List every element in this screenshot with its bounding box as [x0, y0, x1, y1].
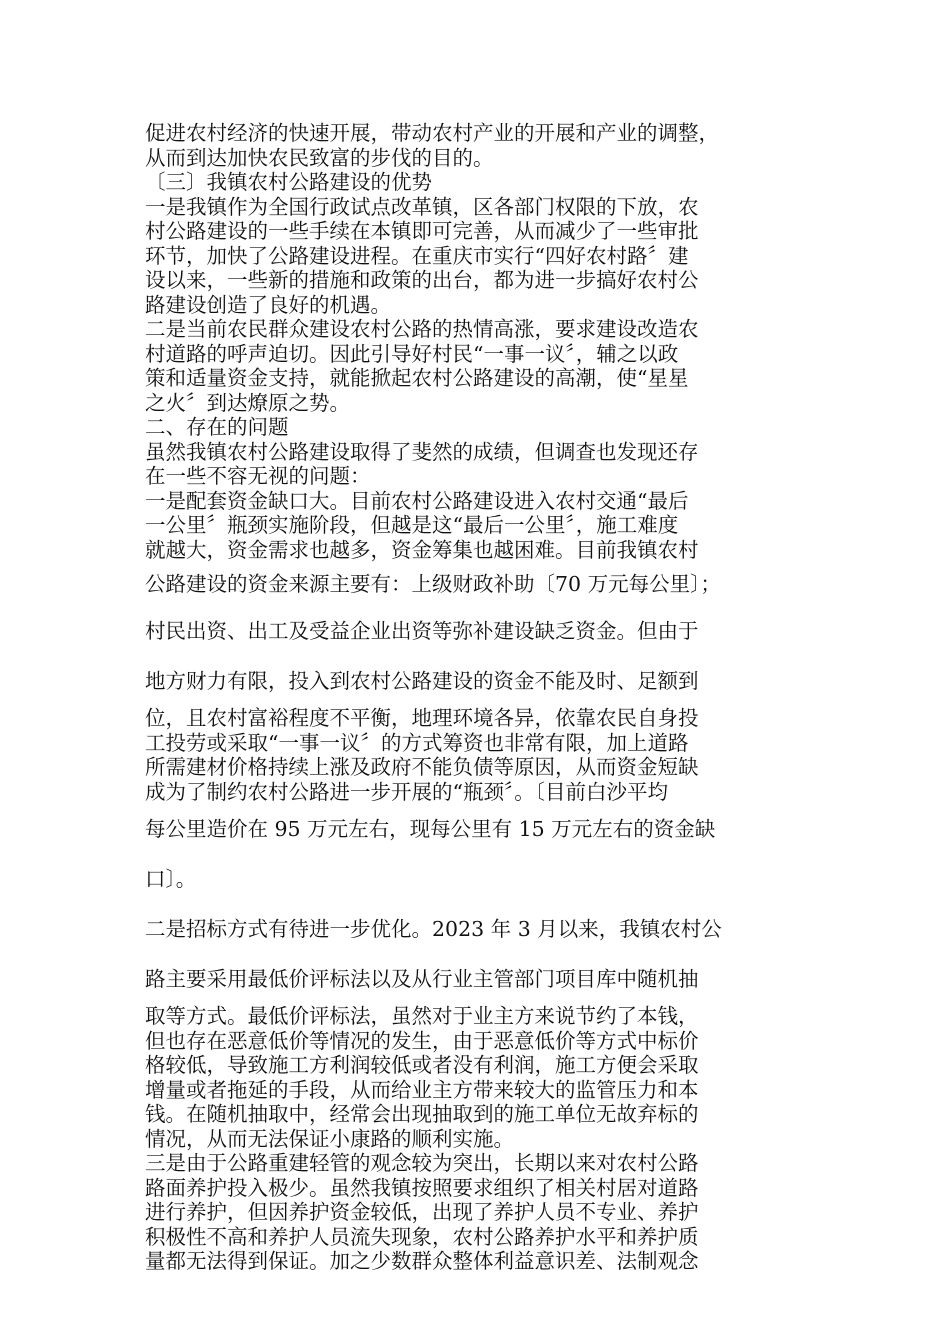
- text-line: 量都无法得到保证。加之少数群众整体利益意识差、法制观念: [145, 1249, 699, 1273]
- text-line: 口〕。: [145, 867, 197, 891]
- text-line: 公路建设的资金来源主要有：上级财政补助〔70 万元每公里〕；: [145, 572, 721, 596]
- text-line: 三是由于公路重建轻管的观念较为突出，长期以来对农村公路: [145, 1151, 699, 1175]
- text-line: 所需建材价格持续上涨及政府不能负债等原因，从而资金短缺: [145, 755, 699, 779]
- text-line: 村民出资、出工及受益企业出资等弥补建设缺乏资金。但由于: [145, 619, 699, 643]
- text-line: 地方财力有限，投入到农村公路建设的资金不能及时、足额到: [145, 669, 699, 693]
- text-line: 策和适量资金支持，就能掀起农村公路建设的高潮，使“星星: [145, 366, 689, 390]
- text-line: 工投劳或采取“一事一议〞的方式筹资也非常有限，加上道路: [145, 730, 689, 755]
- text-line: 村道路的呼声迫切。因此引导好村民“一事一议〞，辅之以政: [145, 341, 679, 366]
- text-line: 但也存在恶意低价等情况的发生，由于恶意低价等方式中标价: [145, 1028, 699, 1053]
- text-line: 增量或者拖延的手段，从而给业主方带来较大的监管压力和本: [145, 1077, 699, 1102]
- text-line: 二是当前农民群众建设农村公路的热情高涨，要求建设改造农: [145, 317, 699, 341]
- text-line: 积极性不高和养护人员流失现象，农村公路养护水平和养护质: [145, 1224, 699, 1249]
- text-line: 促进农村经济的快速开展，带动农村产业的开展和产业的调整，: [145, 121, 719, 145]
- text-line: 一公里〞瓶颈实施阶段，但越是这“最后一公里〞，施工难度: [145, 513, 679, 537]
- text-line: 之火〞到达燎原之势。: [145, 390, 350, 415]
- text-line: 一是我镇作为全国行政试点改革镇，区各部门权限的下放，农: [145, 194, 699, 219]
- text-line: 进行养护，但因养护资金较低，出现了养护人员不专业、养护: [145, 1200, 699, 1224]
- section-heading: 二、存在的问题: [145, 415, 289, 439]
- document-body: [145, 121, 825, 1274]
- text-line: 每公里造价在 95 万元左右，现每公里有 15 万元左右的资金缺: [145, 817, 716, 841]
- section-heading: 〔三〕我镇农村公路建设的优势: [145, 170, 432, 194]
- text-line: 设以来，一些新的措施和政策的出台，都为进一步搞好农村公: [145, 268, 699, 292]
- text-line: 路建设创造了良好的机遇。: [145, 292, 391, 317]
- text-line: 钱。在随机抽取中，经常会出现抽取到的施工单位无故弃标的: [145, 1102, 699, 1126]
- text-line: 路主要采用最低价评标法以及从行业主管部门项目库中随机抽: [145, 967, 699, 991]
- text-line: 成为了制约农村公路进一步开展的“瓶颈〞。〔目前白沙平均: [145, 779, 668, 804]
- text-line: 一是配套资金缺口大。目前农村公路建设进入农村交通“最后: [145, 488, 689, 513]
- text-line: 位，且农村富裕程度不平衡，地理环境各异，依靠农民自身投: [145, 706, 699, 730]
- text-line: 虽然我镇农村公路建设取得了斐然的成绩，但调查也发现还存: [145, 439, 699, 464]
- text-line: 二是招标方式有待进一步优化。2023 年 3 月以来，我镇农村公: [145, 917, 722, 941]
- text-line: 环节，加快了公路建设进程。在重庆市实行“四好农村路〞建: [145, 243, 689, 268]
- text-line: 格较低，导致施工方利润较低或者没有利润，施工方便会采取: [145, 1053, 699, 1077]
- text-line: 村公路建设的一些手续在本镇即可完善，从而减少了一些审批: [145, 219, 699, 243]
- text-line: 就越大，资金需求也越多，资金筹集也越困难。目前我镇农村: [145, 537, 699, 562]
- text-line: 从而到达加快农民致富的步伐的目的。: [145, 145, 494, 170]
- text-line: 取等方式。最低价评标法，虽然对于业主方来说节约了本钱，: [145, 1004, 699, 1028]
- text-line: 情况，从而无法保证小康路的顺利实施。: [145, 1126, 514, 1151]
- text-line: 路面养护投入极少。虽然我镇按照要求组织了相关村居对道路: [145, 1175, 699, 1200]
- text-line: 在一些不容无视的问题：: [145, 464, 371, 488]
